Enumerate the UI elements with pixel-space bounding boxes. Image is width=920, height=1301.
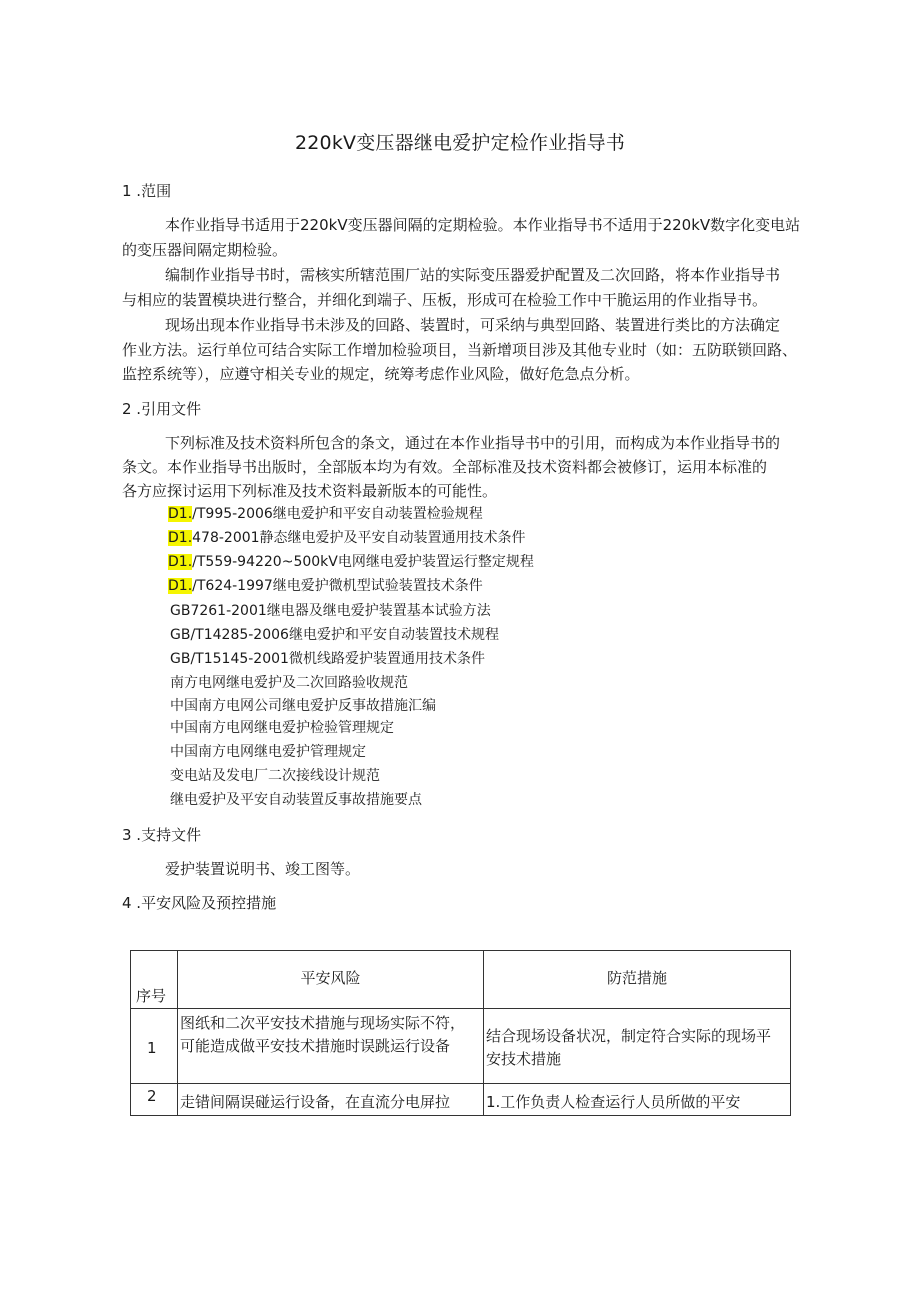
reference-item: 南方电网继电爱护及二次回路验收规范 [170, 675, 408, 691]
risk-table [130, 950, 791, 1116]
row-1-measure-line1: 结合现场设备状况，制定符合实际的现场平 [486, 1027, 772, 1045]
reference-item [168, 527, 526, 547]
row-2-no: 2 [147, 1087, 157, 1105]
section-4-heading: 4 .平安风险及预控措施 [122, 894, 277, 912]
reference-item: 继电爱护及平安自动装置反事故措施要点 [170, 792, 422, 808]
header-no: 序号 [136, 987, 167, 1005]
row-2-risk-line1: 走错间隔误碰运行设备，在直流分电屏拉 [180, 1093, 451, 1111]
row-1-no: 1 [147, 1039, 157, 1057]
reference-item: GB7261-2001继电器及继电爱护装置基本试验方法 [170, 603, 491, 619]
reference-item [168, 503, 483, 523]
reference-item: 中国南方电网继电爱护检验管理规定 [170, 720, 394, 736]
reference-item: GB/T15145-2001微机线路爱护装置通用技术条件 [170, 651, 485, 667]
reference-text: /T995-2006继电爱护和平安自动装置检验规程 [192, 506, 483, 522]
reference-text: /T559-94220~500kV电网继电爱护装置运行整定规程 [192, 554, 534, 570]
reference-item [168, 575, 483, 595]
section-1-heading: 1 .范围 [122, 182, 172, 200]
s1-p3-line2: 作业方法。运行单位可结合实际工作增加检验项目，当新增项目涉及其他专业时（如：五防联锁回路、 [122, 341, 798, 359]
s1-p3-line3: 监控系统等），应遵守相关专业的规定，统筹考虑作业风险，做好危急点分析。 [122, 365, 640, 383]
reference-prefix: D1. [168, 506, 193, 522]
reference-item: 中国南方电网继电爱护管理规定 [170, 744, 366, 760]
s1-p1-line2: 的变压器间隔定期检验。 [122, 241, 288, 259]
s1-p3-line1: 现场出现本作业指导书未涉及的回路、装置时，可采纳与典型回路、装置进行类比的方法确定 [165, 316, 781, 334]
s1-p2-line1: 编制作业指导书时，需核实所辖范围厂站的实际变压器爱护配置及二次回路，将本作业指导书 [165, 266, 781, 284]
s2-p1-line3: 各方应探讨运用下列标准及技术资料最新版本的可能性。 [122, 482, 498, 500]
row-1-risk-line2: 可能造成做平安技术措施时误跳运行设备 [180, 1037, 451, 1055]
reference-prefix: D1. [168, 530, 193, 546]
section-2-heading: 2 .引用文件 [122, 400, 202, 418]
reference-item [168, 551, 534, 571]
s2-p1-line2: 条文。本作业指导书出版时，全部版本均为有效。全部标准及技术资料都会被修订，运用本标准的 [122, 458, 768, 476]
reference-text: 478-2001静态继电爱护及平安自动装置通用技术条件 [192, 530, 526, 546]
s2-p1-line1: 下列标准及技术资料所包含的条文，通过在本作业指导书中的引用，而构成为本作业指导书的 [165, 434, 781, 452]
reference-item: 变电站及发电厂二次接线设计规范 [170, 768, 380, 784]
s1-p1-line1: 本作业指导书适用于220kV变压器间隔的定期检验。本作业指导书不适用于220kV数字化变电站 [165, 216, 801, 234]
header-measure: 防范措施 [606, 969, 667, 987]
s3-p1: 爱护装置说明书、竣工图等。 [165, 860, 361, 878]
reference-item: GB/T14285-2006继电爱护和平安自动装置技术规程 [170, 627, 499, 643]
row-1-risk-line1: 图纸和二次平安技术措施与现场实际不符， [180, 1014, 466, 1032]
header-risk: 平安风险 [300, 969, 361, 987]
row-1-measure-line2: 安技术措施 [486, 1050, 562, 1068]
reference-prefix: D1. [168, 578, 193, 594]
reference-prefix: D1. [168, 554, 193, 570]
reference-item: 中国南方电网公司继电爱护反事故措施汇编 [170, 698, 436, 714]
s1-p2-line2: 与相应的装置模块进行整合，并细化到端子、压板，形成可在检验工作中干脆运用的作业指导书。 [122, 291, 768, 309]
row-2-measure-line1: 1.工作负责人检查运行人员所做的平安 [486, 1093, 741, 1111]
reference-text: /T624-1997继电爱护微机型试验装置技术条件 [192, 578, 483, 594]
page-title: 220kV变压器继电爱护定检作业指导书 [294, 132, 626, 154]
section-3-heading: 3 .支持文件 [122, 826, 202, 844]
